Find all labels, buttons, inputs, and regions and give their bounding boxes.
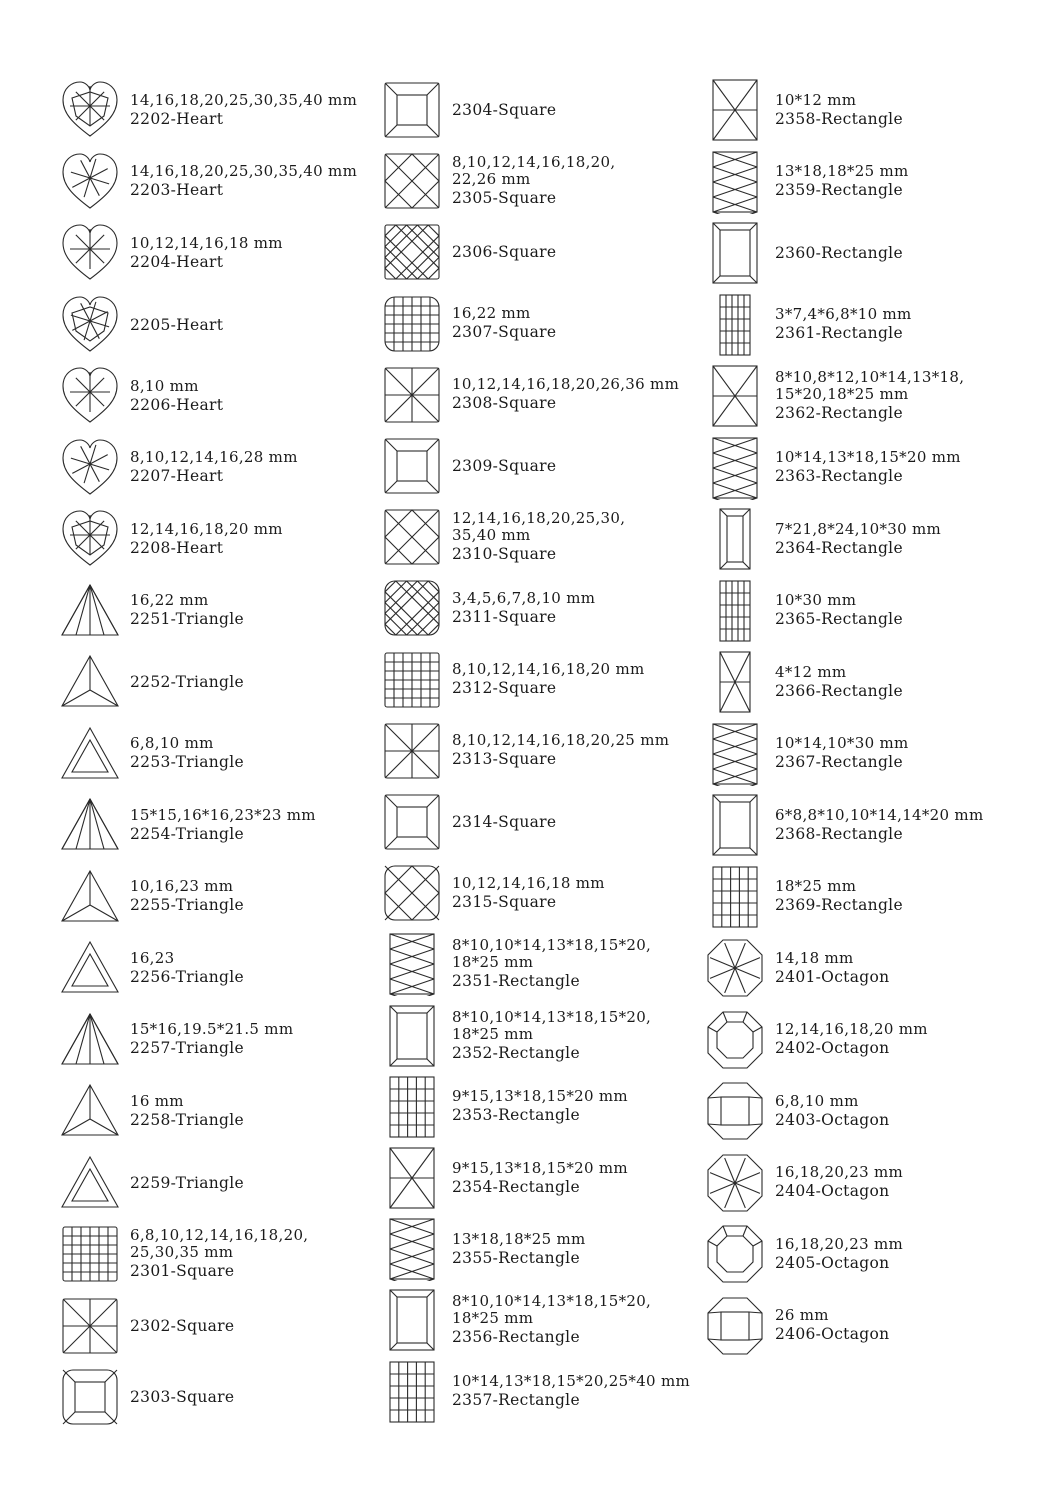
shape-entry [60,1222,390,1292]
model-code: 2315-Square [452,892,557,911]
heart-shape-icon [60,221,120,285]
rect-v-shape-icon [382,932,442,996]
square-shape-icon [382,576,442,640]
entry-text [452,1146,714,1210]
shape-entry [382,1004,712,1074]
entry-text [775,865,1037,929]
square-shape-icon [382,434,442,498]
size-list: 14,16,18,20,25,30,35,40 mm [130,90,358,109]
size-list: 10*14,10*30 mm [775,734,909,752]
entry-text [775,1079,1037,1143]
entry-text [130,1008,392,1072]
shape-entry [705,293,1035,363]
model-code: 2364-Rectangle [775,538,903,557]
entry-text [452,719,714,783]
entry-text [775,793,1037,857]
rect-v-shape-icon [382,1075,442,1139]
octagon-shape-icon [705,1008,765,1072]
entry-text [130,1079,392,1143]
size-list: 12,14,16,18,20 mm [130,519,283,538]
entry-text [130,436,392,500]
shape-entry [60,436,390,506]
model-code: 2208-Heart [130,538,224,557]
model-code: 2309-Square [452,457,557,475]
square-shape-icon [382,719,442,783]
size-list: 3,4,5,6,7,8,10 mm [452,588,596,607]
shape-entry [705,1008,1035,1078]
model-code: 2206-Heart [130,395,224,414]
entry-text [130,78,392,142]
entry-text [775,1151,1037,1215]
square-shape-icon [382,149,442,213]
shape-entry [382,1288,712,1358]
shape-entry [382,1360,712,1430]
shape-entry [60,1294,390,1364]
model-code: 2256-Triangle [130,967,245,986]
model-code: 2354-Rectangle [452,1177,580,1196]
entry-text [130,1222,392,1286]
shape-entry [382,78,712,148]
shape-entry [705,221,1035,291]
size-list: 4*12 mm [775,662,847,681]
size-list: 10*14,13*18,15*20,25*40 mm [452,1372,691,1391]
rect-v-shape-icon [382,1217,442,1281]
model-code: 2351-Rectangle [452,972,580,991]
shape-entry [382,790,712,860]
shape-entry [382,1075,712,1145]
size-list: 9*15,13*18,15*20 mm [452,1087,628,1106]
entry-text [775,221,1037,285]
triangle-shape-icon [60,936,120,1000]
size-list: 16,23 [130,948,175,967]
entry-text [452,861,714,925]
size-list: 8,10,12,14,16,18,20,25 mm [452,731,670,750]
model-code: 2252-Triangle [130,673,245,691]
shape-entry [705,1294,1035,1364]
entry-text [452,932,714,996]
shape-entry [382,932,712,1002]
size-list: 15*15,16*16,23*23 mm [130,805,316,824]
model-code: 2367-Rectangle [775,753,903,771]
size-list: 9*15,13*18,15*20 mm [452,1158,628,1177]
entry-text [452,78,714,142]
model-code: 2366-Rectangle [775,681,903,700]
shape-entry [705,78,1035,148]
model-code: 2352-Rectangle [452,1043,580,1062]
shape-entry [705,1151,1035,1221]
model-code: 2401-Octagon [775,967,890,986]
entry-text [775,579,1037,643]
square-shape-icon [382,292,442,356]
entry-text [130,507,392,571]
size-list: 14,18 mm [775,948,854,967]
size-list: 10,12,14,16,18,20,26,36 mm [452,375,680,394]
shape-entry [705,507,1035,577]
model-code: 2255-Triangle [130,896,245,914]
shape-entry [382,576,712,646]
rect-v-shape-icon [705,78,765,142]
model-code: 2362-Rectangle [775,404,903,422]
rect-v-shape-icon [705,436,765,500]
rect-tall-shape-icon [705,650,765,714]
shape-entry [705,936,1035,1006]
entry-text [775,722,1037,786]
entry-text [775,650,1037,714]
entry-text [775,936,1037,1000]
entry-text [452,220,714,284]
square-shape-icon [382,861,442,925]
shape-entry [60,722,390,792]
entry-text [775,436,1037,500]
octagon-shape-icon [705,1079,765,1143]
square-shape-icon [382,790,442,854]
shape-entry [60,579,390,649]
shape-entry [382,648,712,718]
size-list: 8,10,12,14,16,18,20, 22,26 mm [452,153,616,189]
entry-text [775,293,1037,357]
entry-text [452,1288,714,1352]
entry-text [130,650,392,714]
entry-text [130,722,392,786]
rect-v-shape-icon [382,1360,442,1424]
entry-text [452,363,714,427]
rect-v-shape-icon [705,150,765,214]
model-code: 2360-Rectangle [775,244,903,262]
square-shape-icon [60,1294,120,1358]
model-code: 2353-Rectangle [452,1106,580,1125]
size-list: 13*18,18*25 mm [452,1229,586,1248]
entry-text [452,790,714,854]
shape-entry [60,293,390,363]
entry-text [452,576,714,640]
model-code: 2311-Square [452,607,557,626]
entry-text [452,648,714,712]
size-list: 16 mm [130,1091,184,1110]
shape-entry [705,1079,1035,1149]
size-list: 16,18,20,23 mm [775,1234,904,1253]
model-code: 2368-Rectangle [775,824,903,843]
size-list: 6,8,10 mm [775,1091,859,1110]
entry-text [130,1294,392,1358]
shape-entry [382,363,712,433]
rect-v-shape-icon [705,221,765,285]
size-list: 12,14,16,18,20,25,30, 35,40 mm [452,509,626,545]
model-code: 2257-Triangle [130,1039,245,1057]
model-code: 2258-Triangle [130,1110,245,1129]
shape-entry [382,220,712,290]
size-list: 12,14,16,18,20 mm [775,1020,928,1038]
model-code: 2304-Square [452,101,557,119]
model-code: 2404-Octagon [775,1182,890,1200]
model-code: 2312-Square [452,679,557,698]
shape-entry [382,292,712,362]
model-code: 2402-Octagon [775,1039,890,1057]
rect-v-shape-icon [382,1146,442,1210]
size-list: 10,16,23 mm [130,877,234,895]
triangle-shape-icon [60,579,120,643]
heart-shape-icon [60,507,120,571]
rect-v-shape-icon [382,1004,442,1068]
shape-entry [705,650,1035,720]
entry-text [452,1075,714,1139]
size-list: 26 mm [775,1306,829,1324]
size-list: 7*21,8*24,10*30 mm [775,519,942,538]
rect-v-shape-icon [705,865,765,929]
model-code: 2406-Octagon [775,1325,890,1343]
shape-entry [382,719,712,789]
model-code: 2306-Square [452,243,557,262]
shape-entry [705,579,1035,649]
shape-entry [60,507,390,577]
entry-text [130,1151,392,1215]
entry-text [775,150,1037,214]
shape-entry [60,936,390,1006]
model-code: 2253-Triangle [130,753,245,771]
size-list: 6,8,10 mm [130,734,214,752]
triangle-shape-icon [60,1151,120,1215]
entry-text [775,1008,1037,1072]
octagon-shape-icon [705,936,765,1000]
entry-text [775,1294,1037,1358]
entry-text [452,292,714,356]
entry-text [130,150,392,214]
entry-text [452,1360,714,1424]
triangle-shape-icon [60,650,120,714]
model-code: 2301-Square [130,1262,235,1280]
square-shape-icon [60,1222,120,1286]
size-list: 16,22 mm [130,591,209,609]
entry-text [452,505,714,569]
model-code: 2369-Rectangle [775,896,903,914]
rect-tall-shape-icon [705,293,765,357]
octagon-shape-icon [705,1151,765,1215]
model-code: 2357-Rectangle [452,1391,580,1410]
model-code: 2204-Heart [130,252,224,271]
triangle-shape-icon [60,1079,120,1143]
shape-entry [705,436,1035,506]
size-list: 14,16,18,20,25,30,35,40 mm [130,162,358,180]
model-code: 2405-Octagon [775,1253,890,1272]
size-list: 18*25 mm [775,877,857,895]
entry-text [775,78,1037,142]
model-code: 2308-Square [452,394,557,413]
rect-tall-shape-icon [705,579,765,643]
entry-text [130,936,392,1000]
shape-entry [60,364,390,434]
shape-entry [705,150,1035,220]
model-code: 2202-Heart [130,109,224,128]
size-list: 8,10 mm [130,376,199,395]
shape-entry [60,150,390,220]
entry-text [130,293,392,357]
shape-entry [382,861,712,931]
entry-text [130,579,392,643]
model-code: 2303-Square [130,1388,235,1406]
entry-text [452,434,714,498]
model-code: 2305-Square [452,189,557,208]
entry-text [452,149,714,213]
heart-shape-icon [60,150,120,214]
size-list: 16,22 mm [452,304,531,323]
shape-entry [705,1222,1035,1292]
model-code: 2251-Triangle [130,610,245,628]
model-code: 2365-Rectangle [775,610,903,628]
entry-text [775,507,1037,571]
triangle-shape-icon [60,865,120,929]
rect-v-shape-icon [705,793,765,857]
shape-entry [60,1008,390,1078]
size-list: 8,10,12,14,16,18,20 mm [452,660,645,679]
square-shape-icon [60,1365,120,1429]
model-code: 2259-Triangle [130,1173,245,1192]
shape-entry [60,1151,390,1221]
entry-text [452,1217,714,1281]
rect-v-shape-icon [382,1288,442,1352]
model-code: 2358-Rectangle [775,109,903,128]
size-list: 6,8,10,12,14,16,18,20, 25,30,35 mm [130,1226,309,1261]
size-list: 15*16,19.5*21.5 mm [130,1020,294,1038]
size-list: 10,12,14,16,18 mm [452,873,605,892]
square-shape-icon [382,363,442,427]
size-list: 13*18,18*25 mm [775,162,909,180]
shape-entry [60,865,390,935]
model-code: 2307-Square [452,323,557,342]
shape-entry [60,221,390,291]
model-code: 2313-Square [452,750,557,769]
square-shape-icon [382,220,442,284]
shape-entry [60,1365,390,1435]
shape-entry [60,650,390,720]
shape-entry [705,865,1035,935]
size-list: 3*7,4*6,8*10 mm [775,305,912,323]
model-code: 2254-Triangle [130,824,245,843]
model-code: 2359-Rectangle [775,181,903,199]
shape-entry [60,78,390,148]
octagon-shape-icon [705,1294,765,1358]
model-code: 2203-Heart [130,181,224,199]
entry-text [452,1004,714,1068]
triangle-shape-icon [60,1008,120,1072]
heart-shape-icon [60,436,120,500]
size-list: 10*14,13*18,15*20 mm [775,448,961,466]
model-code: 2207-Heart [130,467,224,485]
model-code: 2363-Rectangle [775,467,903,485]
model-code: 2310-Square [452,545,557,564]
size-list: 8*10,10*14,13*18,15*20, 18*25 mm [452,1007,652,1043]
heart-shape-icon [60,293,120,357]
square-shape-icon [382,505,442,569]
shape-entry [705,722,1035,792]
size-list: 6*8,8*10,10*14,14*20 mm [775,805,984,824]
model-code: 2355-Rectangle [452,1248,580,1267]
heart-shape-icon [60,78,120,142]
rect-tall-shape-icon [705,507,765,571]
square-shape-icon [382,648,442,712]
shape-entry [382,434,712,504]
octagon-shape-icon [705,1222,765,1286]
entry-text [130,1365,392,1429]
shape-entry [382,505,712,575]
entry-text [130,221,392,285]
triangle-shape-icon [60,793,120,857]
size-list: 8*10,10*14,13*18,15*20, 18*25 mm [452,1292,652,1328]
model-code: 2302-Square [130,1316,235,1335]
entry-text [130,865,392,929]
rect-v-shape-icon [705,364,765,428]
entry-text [130,793,392,857]
size-list: 10*12 mm [775,90,857,109]
size-list: 10,12,14,16,18 mm [130,233,283,252]
model-code: 2403-Octagon [775,1110,890,1129]
shape-entry [60,1079,390,1149]
size-list: 8,10,12,14,16,28 mm [130,448,298,466]
size-list: 8*10,10*14,13*18,15*20, 18*25 mm [452,936,652,972]
model-code: 2205-Heart [130,315,224,334]
model-code: 2361-Rectangle [775,324,903,342]
shape-entry [705,793,1035,863]
shape-entry [382,149,712,219]
shape-entry [60,793,390,863]
model-code: 2314-Square [452,813,557,831]
heart-shape-icon [60,364,120,428]
size-list: 10*30 mm [775,591,857,609]
rect-v-shape-icon [705,722,765,786]
shape-entry [382,1146,712,1216]
entry-text [775,1222,1037,1286]
size-list: 16,18,20,23 mm [775,1163,904,1181]
shape-entry [382,1217,712,1287]
model-code: 2356-Rectangle [452,1328,580,1347]
triangle-shape-icon [60,722,120,786]
entry-text [775,364,1037,428]
square-shape-icon [382,78,442,142]
size-list: 8*10,8*12,10*14,13*18, 15*20,18*25 mm [775,368,965,403]
entry-text [130,364,392,428]
shape-entry [705,364,1035,434]
